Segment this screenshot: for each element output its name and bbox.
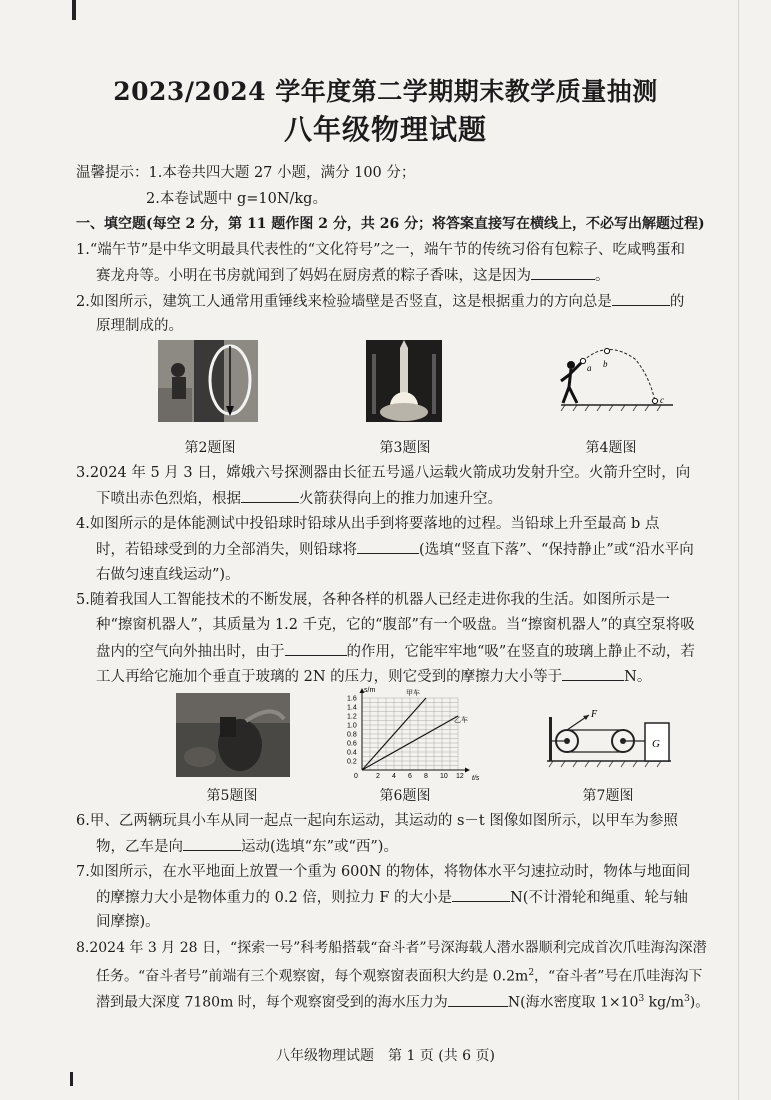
q2-line-2: 原理制成的。 <box>96 318 183 334</box>
q8-line-3: 潜到最大深度 7180m 时，每个观察窗受到的海水压力为 N(海水密度取 $1\times 10^3$ $kg/m^3$)。 <box>96 989 709 1013</box>
st-chart-svg <box>336 684 486 784</box>
q7-line-2: 的摩擦力大小是物体重力的 0.2 倍，则拉力 F 的大小是 N(不计滑轮和绳重、轮与轴 <box>96 887 688 908</box>
q8-line-2: 任务。“奋斗者号”前端有三个观察窗，每个观察窗表面积大约是 $0.2m^2$，“奋斗者”号在爪哇海沟下 <box>96 968 703 985</box>
answer-blank[interactable] <box>241 488 299 503</box>
corner-mark <box>72 0 76 20</box>
answer-blank[interactable] <box>612 291 670 306</box>
force-label: F <box>591 709 598 720</box>
page-edge <box>738 0 739 1100</box>
y-tick-label: 1.0 <box>347 722 357 730</box>
y-tick-label: 0.4 <box>347 749 357 757</box>
x-tick-label: 12 <box>456 773 464 780</box>
x-tick-label: 4 <box>392 773 396 780</box>
q5-line-1: 5.随着我国人工智能技术的不断发展，各种各样的机器人已经走进你我的生活。如图所示是一 <box>76 592 670 608</box>
figure-3-rocket-launch <box>366 340 442 426</box>
exam-subtitle: 八年级物理试题 <box>283 113 487 146</box>
y-tick-label: 0.6 <box>347 740 357 748</box>
answer-blank[interactable] <box>183 836 241 851</box>
y-tick-label: 0.8 <box>347 731 357 739</box>
figure-3-caption: 第3题图 <box>379 440 431 456</box>
q7-line-1: 7.如图所示，在水平地面上放置一个重为 600N 的物体，将物体水平匀速拉动时，物体与地面间 <box>76 864 691 880</box>
q4-line-1: 4.如图所示的是体能测试中投铅球时铅球从出手到将要落地的过程。当铅球上升至最高 b 点 <box>76 516 660 532</box>
x-tick-label: 2 <box>376 773 380 780</box>
chart-xlabel: t/s <box>472 775 480 782</box>
answer-blank[interactable] <box>357 539 419 554</box>
tip-line-1: 温馨提示：1.本卷共四大题 27 小题，满分 100 分； <box>76 165 416 181</box>
page-footer: 八年级物理试题 第 1 页 (共 6 页) <box>276 1048 495 1064</box>
figure-4-shot-put <box>557 345 677 417</box>
q5-line-3: 盘内的空气向外抽出时，由于 的作用，它能牢牢地“吸”在竖直的玻璃上静止不动，若 <box>96 641 695 662</box>
y-tick-label: 1.6 <box>347 695 357 703</box>
q5-line-4: 工人再给它施加个垂直于玻璃的 2N 的压力，则它受到的摩擦力大小等于 N。 <box>96 666 651 687</box>
figure-5-window-robot <box>176 693 290 781</box>
q4-line-2: 时，若铅球受到的力全部消失，则铅球将 (选填“竖直下落”、“保持静止”或“沿水平向 <box>96 539 694 560</box>
q8-line-1: 8.2024 年 3 月 28 日，“探索一号”科考船搭载“奋斗者”号深海载人潜水器顺利完成首次爪哇海沟深潜 <box>76 940 707 956</box>
q1-line-2: 赛龙舟等。小明在书房就闻到了妈妈在厨房煮的粽子香味，这是因为 。 <box>96 265 610 286</box>
exam-title: 2023/2024 学年度第二学期期末教学质量抽测 <box>113 77 658 106</box>
figure-2-caption: 第2题图 <box>184 440 236 456</box>
answer-blank[interactable] <box>531 265 595 280</box>
q3-line-2: 下喷出赤色烈焰，根据 火箭获得向上的推力加速升空。 <box>96 488 502 509</box>
q4-line-3: 右做匀速直线运动”)。 <box>96 567 240 583</box>
q1-line-1: 1.“端午节”是中华文明最具代表性的“文化符号”之一，端午节的传统习俗有包粽子、吃咸鸭蛋和 <box>76 242 685 258</box>
weight-label: G <box>652 738 660 750</box>
figure-2-plumb-line <box>158 340 258 426</box>
y-tick-label: 1.2 <box>347 713 357 721</box>
x-tick-label: 6 <box>408 773 412 780</box>
figure-6-caption: 第6题图 <box>379 788 431 804</box>
y-tick-label: 0.2 <box>347 758 357 766</box>
x-tick-label: 10 <box>440 773 448 780</box>
point-b-label: b <box>603 359 608 369</box>
section-heading: 一、填空题(每空 2 分，第 11 题作图 2 分，共 26 分；将答案直接写在横线上，不必写出解题过程) <box>76 216 705 232</box>
figure-4-caption: 第4题图 <box>585 440 637 456</box>
figure-5-caption: 第5题图 <box>206 788 258 804</box>
point-a-label: a <box>587 363 592 373</box>
q5-line-2: 种“擦窗机器人”，其质量为 1.2 千克，它的“腹部”有一个吸盘。当“擦窗机器人”的真空泵将吸 <box>96 617 695 633</box>
figure-7-pulley <box>545 705 675 775</box>
figure-6-st-chart <box>336 684 486 788</box>
answer-blank[interactable] <box>448 992 508 1007</box>
x-tick-label: 8 <box>424 773 428 780</box>
q6-line-2: 物，乙车是向 运动(选填“东”或“西”)。 <box>96 836 398 857</box>
q2-line-1: 2.如图所示，建筑工人通常用重锤线来检验墙壁是否竖直，这是根据重力的方向总是 的 <box>76 291 684 312</box>
x-tick-label: 0 <box>354 773 358 780</box>
series-label-yi: 乙车 <box>454 717 468 724</box>
answer-blank[interactable] <box>562 666 624 681</box>
chart-ylabel: s/m <box>364 687 376 694</box>
figure-7-caption: 第7题图 <box>582 788 634 804</box>
q3-line-1: 3.2024 年 5 月 3 日，嫦娥六号探测器由长征五号遥八运载火箭成功发射升空。火箭升空时，向 <box>76 465 691 481</box>
q6-line-1: 6.甲、乙两辆玩具小车从同一起点一起向东运动，其运动的 s－t 图像如图所示，以甲车为参照 <box>76 813 678 829</box>
x-axis-arrow <box>465 768 470 773</box>
y-tick-label: 1.4 <box>347 704 357 712</box>
series-label-jia: 甲车 <box>406 690 420 697</box>
q7-line-3: 间摩擦)。 <box>96 914 160 930</box>
point-c-label: c <box>660 395 664 405</box>
answer-blank[interactable] <box>285 641 347 656</box>
answer-blank[interactable] <box>452 887 510 902</box>
corner-mark <box>70 1072 73 1086</box>
tip-line-2: 2.本卷试题中 g=10N/kg。 <box>146 191 327 207</box>
